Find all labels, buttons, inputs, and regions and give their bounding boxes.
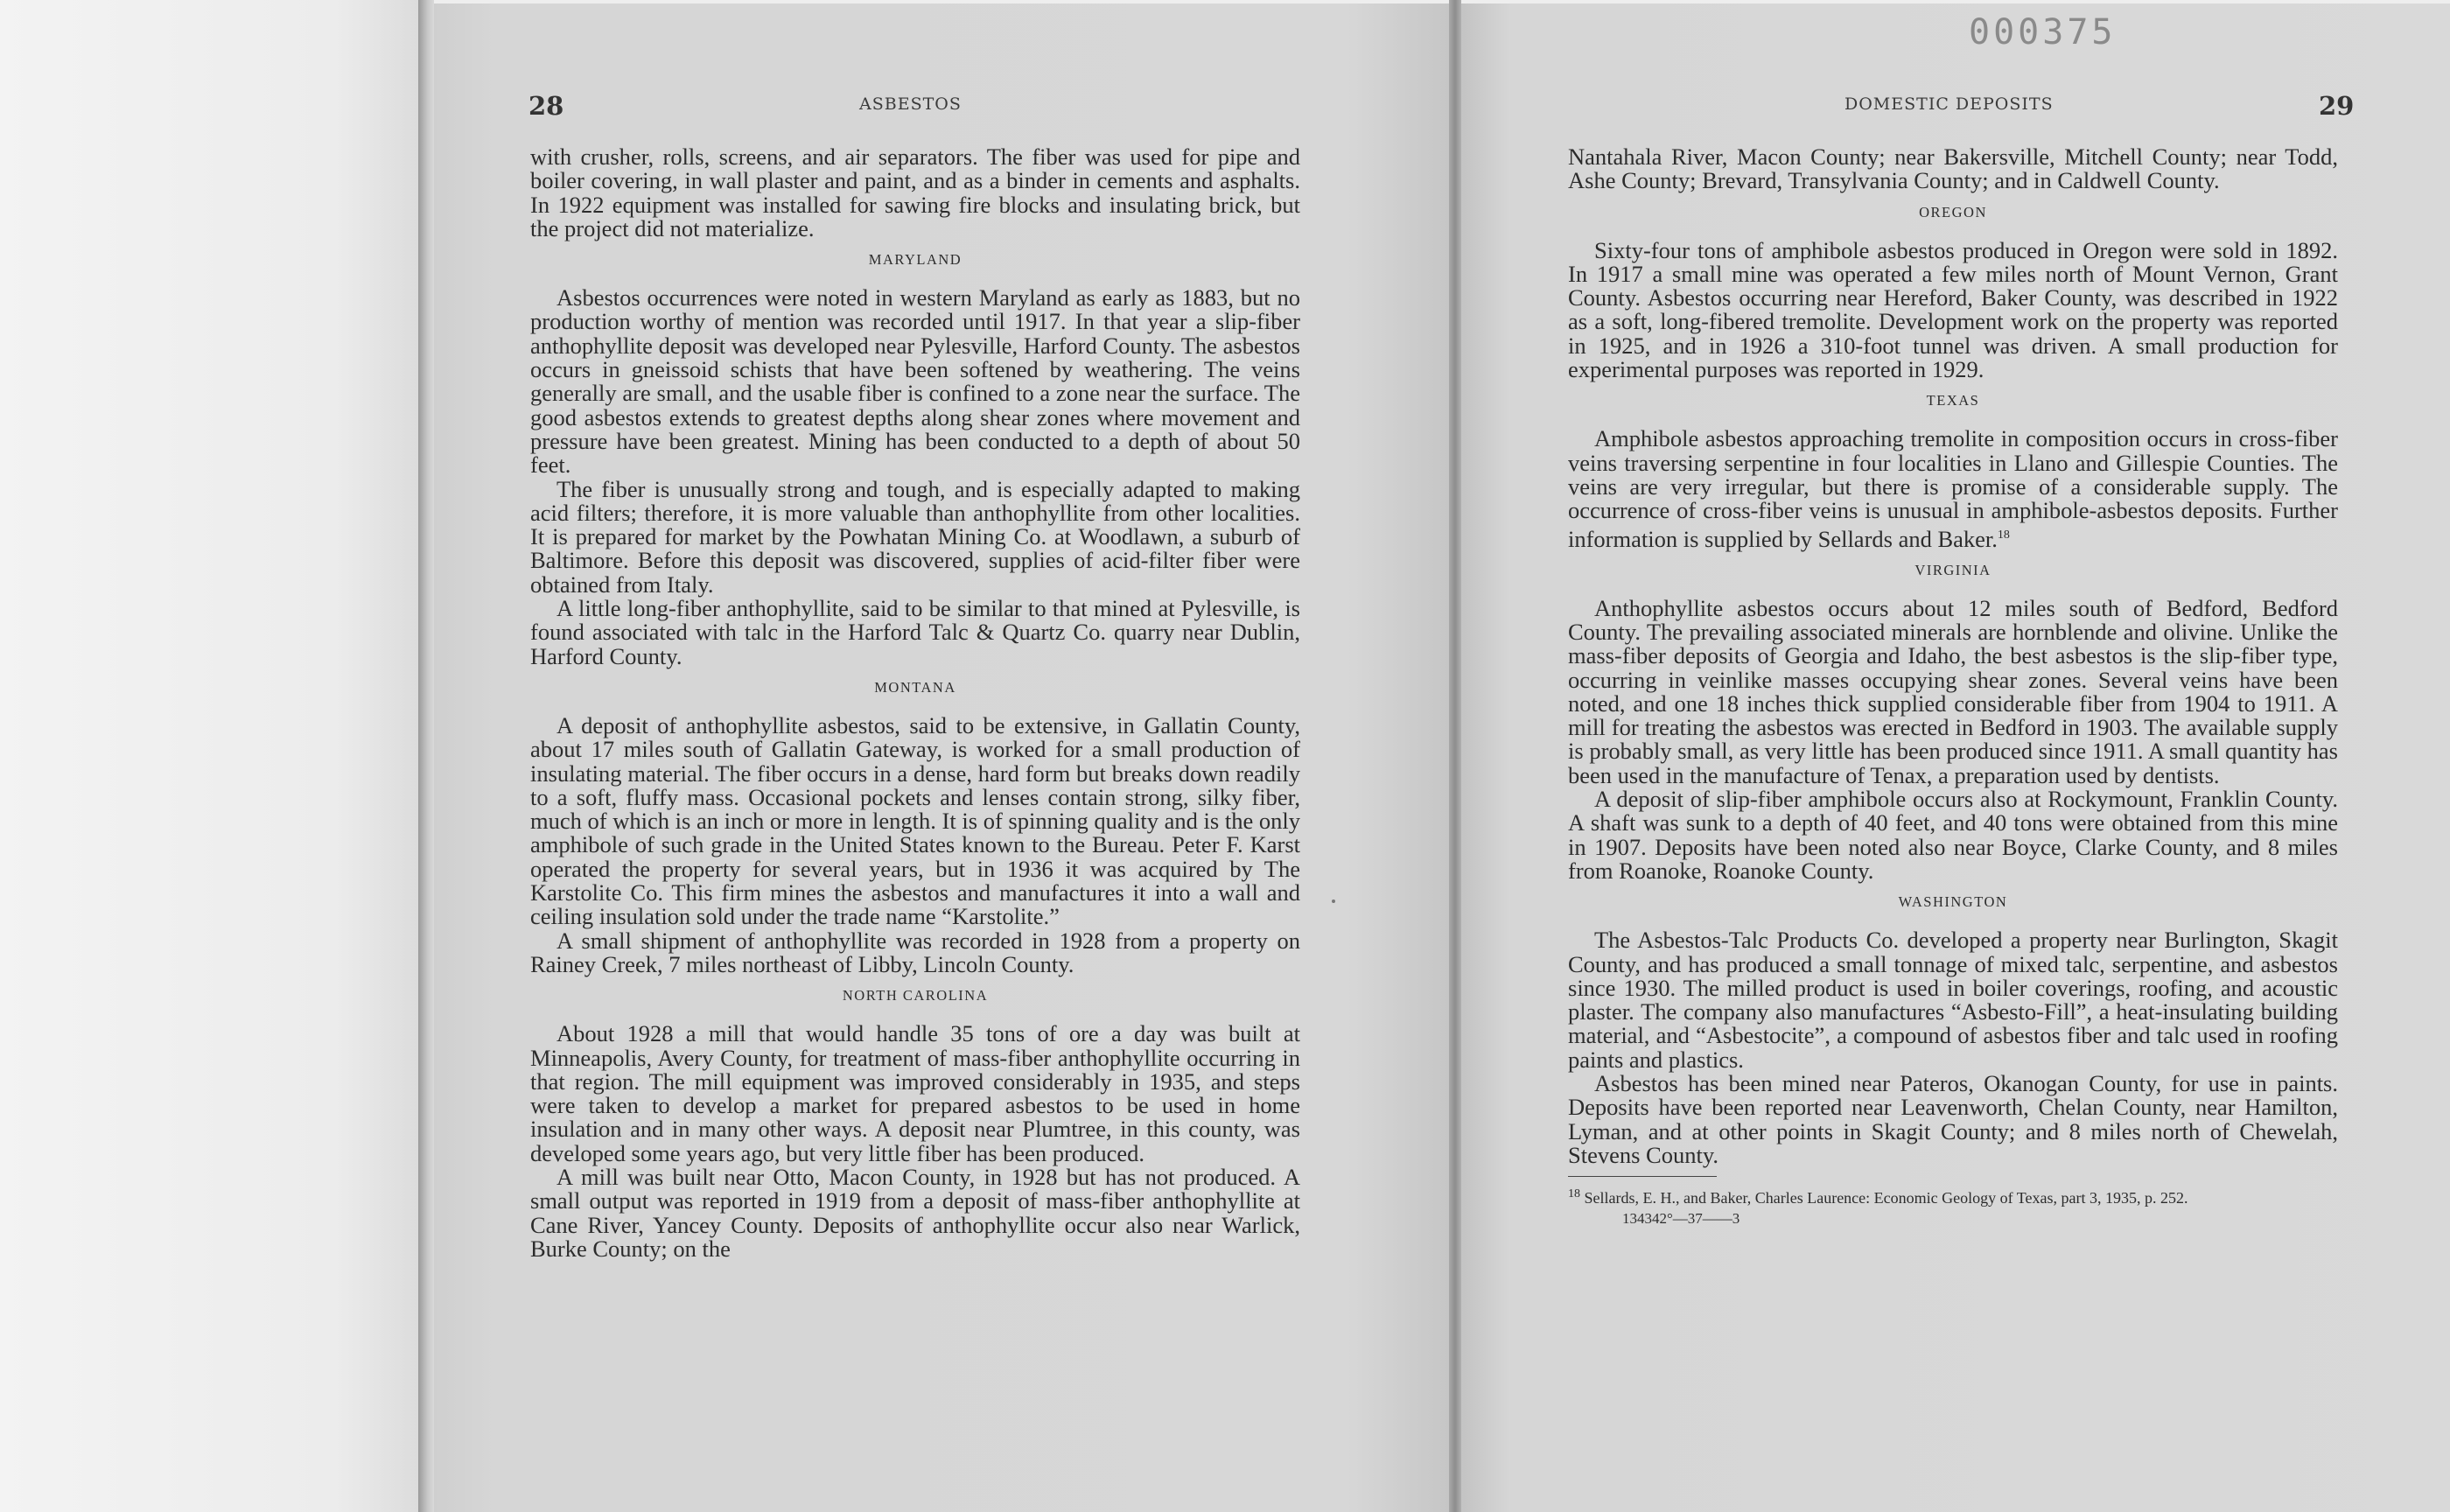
- right-page-number: 29: [2319, 91, 2355, 121]
- footnote-text: Sellards, E. H., and Baker, Charles Laurence: Economic Geology of Texas, part 3, 1935, p. 252.: [1584, 1189, 2188, 1208]
- scanner-background: [0, 0, 418, 1512]
- paragraph: About 1928 a mill that would handle 35 tons of ore a day was built at Minneapolis, Avery County, for treatment of mass-fiber anthophyllite occurring in that region. The mill equipment was improved considerably in 1935, and steps were taken to develop a market for prepared asbestos to be used in home insulation and in many other ways. A deposit near Plumtree, in this county, was developed some years ago, but very little fiber has been produced.: [530, 1020, 1300, 1166]
- paragraph: The Asbestos-Talc Products Co. developed a property near Burlington, Skagit County, and has produced a small tonnage of mixed talc, serpentine, and asbestos since 1930. The milled product is used in boiler coverings, roofing, and acoustic plaster. The company also manufactures “Asbesto-Fill”, a heat-insulating building material, and “Asbestocite”, a compound of asbestos fiber and talc used in roofing paints and plastics.: [1568, 927, 2338, 1073]
- paragraph: with crusher, rolls, screens, and air separators. The fiber was used for pipe and boiler covering, in wall plaster and paint, and as a binder in cements and asphalts. In 1922 equipment was installed for sawing fire blocks and insulating brick, but the project did not materialize.: [530, 144, 1300, 242]
- paragraph-text: Amphibole asbestos approaching tremolite in composition occurs in cross-fiber veins traversing serpentine in four localities in Llano and Gillespie Counties. The veins are very irregular, but there is promise of a considerable supply. The occurrence of cross-fiber veins is unusual in amphibole-asbestos deposits. Further information is supplied by Sellards and Baker.: [1568, 425, 2338, 552]
- section-heading-montana: MONTANA: [874, 678, 956, 696]
- section-heading-virginia: VIRGINIA: [1914, 561, 1992, 578]
- paragraph: A deposit of slip-fiber amphibole occurs also at Rockymount, Franklin County. A shaft was sunk to a depth of 40 feet, and 40 tons were obtained from this mine in 1907. Deposits have been noted also near Boyce, Clarke County, and 8 miles from Roanoke, Roanoke County.: [1568, 786, 2338, 884]
- right-page-body: [1568, 145, 2338, 1231]
- left-page: [434, 4, 1449, 1512]
- section-heading-oregon: OREGON: [1919, 203, 1987, 220]
- print-code: 134342°—37——3: [1622, 1210, 1740, 1228]
- right-running-head: DOMESTIC DEPOSITS: [1844, 94, 2054, 114]
- paragraph: The fiber is unusually strong and tough, and is especially adapted to making acid filters; therefore, it is more valuable than anthophyllite from other localities. It is prepared for market by the Powhatan Mining Co. at Woodlawn, a suburb of Baltimore. Before this deposit was discovered, supplies of acid-filter fiber were obtained from Italy.: [530, 475, 1300, 598]
- paragraph: A little long-fiber anthophyllite, said to be similar to that mined at Pylesville, is found associated with talc in the Harford Talc & Quartz Co. quarry near Dublin, Harford County.: [530, 595, 1300, 669]
- paragraph: Asbestos has been mined near Pateros, Okanogan County, for use in paints. Deposits have been reported near Leavenworth, Chelan County, near Hamilton, Lyman, and at other points in Skagit County; and 8 miles north of Chewelah, Stevens County.: [1568, 1070, 2338, 1168]
- footnote-reference: 18: [1997, 528, 2010, 542]
- section-heading-north-carolina: NORTH CAROLINA: [842, 987, 989, 1004]
- paragraph: A deposit of anthophyllite asbestos, said to be extensive, in Gallatin County, about 17 miles south of Gallatin Gateway, is worked for a small production of insulating material. The fiber occurs in a dense, hard form but breaks down readily to a soft, fluffy mass. Occasional pockets and lenses contain strong, silky fiber, much of which is an inch or more in length. It is of spinning quality and is the only amphibole of such grade in the United States known to the Bureau. Peter F. Karst operated the property for several years, but in 1936 it was acquired by The Karstolite Co. This firm mines the asbestos and manufactures it into a wall and ceiling insulation sold under the trade name “Karstolite.”: [530, 711, 1300, 930]
- paragraph: Anthophyllite asbestos occurs about 12 miles south of Bedford, Bedford County. The prevailing associated minerals are hornblende and olivine. Unlike the mass-fiber deposits of Georgia and Idaho, the best asbestos is the slip-fiber type, occurring in veinlike masses occupying shear zones. Several veins have been noted, and one 18 inches thick supplied considerable fiber from 1904 to 1911. A mill for treating the asbestos was erected in Bedford in 1903. The available supply is probably small, as very little has been produced since 1911. A small quantity has been used in the manufacture of Tenax, a preparation used by dentists.: [1568, 594, 2338, 788]
- paragraph: A mill was built near Otto, Macon County, in 1928 but has not produced. A small output was reported in 1919 from a deposit of mass-fiber anthophyllite at Cane River, Yancey County. Deposits of anthophyllite occur also near Warlick, Burke County; on the: [530, 1163, 1300, 1262]
- paragraph: A small shipment of anthophyllite was recorded in 1928 from a property on Rainey Creek, 7 miles northeast of Libby, Lincoln County.: [530, 927, 1300, 977]
- footnote-divider: [1568, 1176, 1717, 1177]
- book-gutter: [1449, 0, 1461, 1512]
- section-heading-washington: WASHINGTON: [1898, 893, 2008, 911]
- footnote-number: 18: [1568, 1187, 1580, 1201]
- book-edge: [418, 0, 434, 1512]
- paragraph: Asbestos occurrences were noted in western Maryland as early as 1883, but no production worthy of mention was recorded until 1917. In that year a slip-fiber anthophyllite deposit was developed near Pylesville, Harford County. The asbestos occurs in gneissoid schists that have been softened by weathering. The veins generally are small, and the usable fiber is confined to a zone near the surface. The good asbestos extends to greatest depths along shear zones where movement and pressure have been greatest. Mining has been conducted to a depth of about 50 feet.: [530, 284, 1300, 479]
- section-heading-maryland: MARYLAND: [868, 251, 962, 269]
- right-page: [1461, 4, 2450, 1512]
- section-heading-texas: TEXAS: [1926, 392, 1980, 410]
- paragraph: Nantahala River, Macon County; near Bakersville, Mitchell County; near Todd, Ashe County; Brevard, Transylvania County; and in Caldwell County.: [1568, 144, 2338, 194]
- scan-speck: [1332, 900, 1335, 903]
- footnote: [1568, 1186, 2338, 1207]
- left-running-head: ASBESTOS: [859, 94, 962, 114]
- left-page-body: [530, 145, 1300, 1261]
- left-page-number: 28: [528, 91, 564, 121]
- paragraph: [1568, 427, 2338, 550]
- archive-stamp-number: 000375: [1969, 12, 2117, 52]
- paragraph: Sixty-four tons of amphibole asbestos produced in Oregon were sold in 1892. In 1917 a small mine was operated a few miles north of Mount Vernon, Grant County. Asbestos occurring near Hereford, Baker County, was described in 1922 as a soft, long-fibered tremolite. Development work on the property was reported in 1925, and in 1926 a 310-foot tunnel was driven. A small production for experimental purposes was reported in 1929.: [1568, 236, 2338, 383]
